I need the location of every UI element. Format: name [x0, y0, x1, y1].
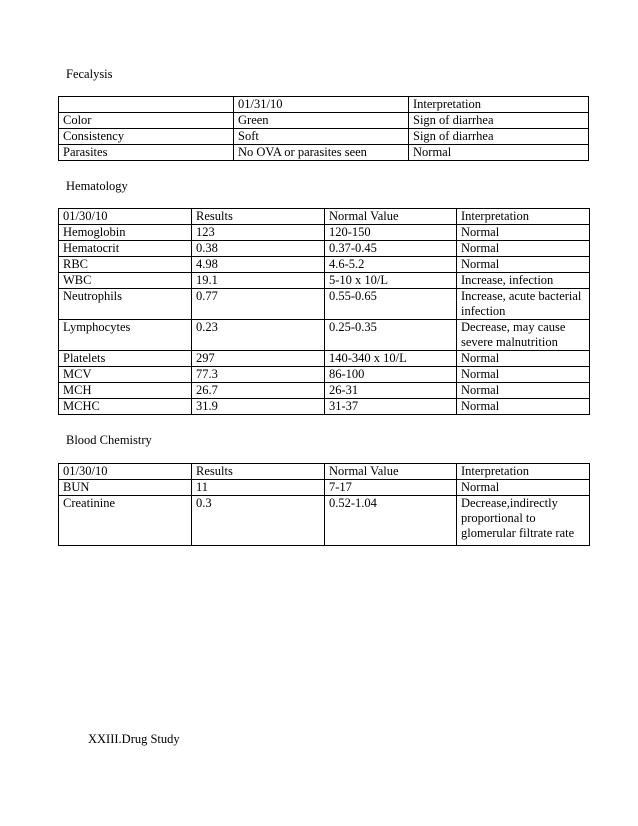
table-cell: Hemoglobin	[59, 225, 192, 241]
table-cell: Normal	[457, 480, 590, 496]
table-row	[59, 129, 589, 145]
table-cell: Color	[59, 113, 234, 129]
table-row	[59, 383, 590, 399]
table-row	[59, 241, 590, 257]
table-cell: RBC	[59, 257, 192, 273]
table-cell: MCV	[59, 367, 192, 383]
table-cell: 7-17	[325, 480, 457, 496]
header-cell: Normal Value	[325, 464, 457, 480]
table-cell: 4.6-5.2	[325, 257, 457, 273]
table-row	[59, 225, 590, 241]
table-header-row	[59, 209, 590, 225]
header-cell: 01/31/10	[234, 97, 409, 113]
table-cell: Normal	[457, 351, 590, 367]
table-cell: 26.7	[192, 383, 325, 399]
table-cell: Green	[234, 113, 409, 129]
blood-chemistry-table	[58, 463, 590, 546]
header-cell	[59, 97, 234, 113]
table-cell: 19.1	[192, 273, 325, 289]
table-cell: BUN	[59, 480, 192, 496]
table-cell: 86-100	[325, 367, 457, 383]
section-heading-drug-study: XXIII.Drug Study	[88, 732, 180, 746]
table-cell: No OVA or parasites seen	[234, 145, 409, 161]
table-header-row	[59, 464, 590, 480]
table-row	[59, 399, 590, 415]
table-cell: Normal	[457, 399, 590, 415]
table-row	[59, 113, 589, 129]
header-cell: Interpretation	[457, 464, 590, 480]
header-cell: Interpretation	[457, 209, 590, 225]
fecalysis-table	[58, 96, 589, 161]
table-cell: 0.25-0.35	[325, 320, 457, 351]
table-cell: Parasites	[59, 145, 234, 161]
table-cell: Normal	[457, 257, 590, 273]
table-cell: 0.52-1.04	[325, 496, 457, 546]
table-cell: 0.55-0.65	[325, 289, 457, 320]
header-cell: 01/30/10	[59, 464, 192, 480]
table-cell: 0.3	[192, 496, 325, 546]
table-cell: MCHC	[59, 399, 192, 415]
table-cell: 120-150	[325, 225, 457, 241]
table-cell: Normal	[409, 145, 589, 161]
table-cell: 0.77	[192, 289, 325, 320]
table-cell: 123	[192, 225, 325, 241]
table-cell: Hematocrit	[59, 241, 192, 257]
table-row	[59, 257, 590, 273]
table-cell: 31-37	[325, 399, 457, 415]
table-cell: Consistency	[59, 129, 234, 145]
table-header-row	[59, 97, 589, 113]
table-cell: Normal	[457, 225, 590, 241]
table-row	[59, 351, 590, 367]
table-cell: Lymphocytes	[59, 320, 192, 351]
table-cell: 31.9	[192, 399, 325, 415]
table-row	[59, 480, 590, 496]
table-cell: Creatinine	[59, 496, 192, 546]
table-row	[59, 367, 590, 383]
table-cell: Normal	[457, 367, 590, 383]
table-cell: Decrease, may cause severe malnutrition	[457, 320, 590, 351]
header-cell: Results	[192, 464, 325, 480]
table-row	[59, 289, 590, 320]
table-cell: 4.98	[192, 257, 325, 273]
table-cell: Platelets	[59, 351, 192, 367]
table-row	[59, 496, 590, 546]
table-row	[59, 273, 590, 289]
table-cell: Neutrophils	[59, 289, 192, 320]
table-cell: MCH	[59, 383, 192, 399]
table-cell: 11	[192, 480, 325, 496]
header-cell: Normal Value	[325, 209, 457, 225]
table-cell: 297	[192, 351, 325, 367]
table-cell: Normal	[457, 383, 590, 399]
hematology-table	[58, 208, 590, 415]
table-cell: Normal	[457, 241, 590, 257]
table-row	[59, 320, 590, 351]
table-cell: 140-340 x 10/L	[325, 351, 457, 367]
table-cell: WBC	[59, 273, 192, 289]
hematology-title: Hematology	[66, 179, 128, 193]
table-cell: 0.38	[192, 241, 325, 257]
table-cell: Increase, infection	[457, 273, 590, 289]
table-cell: 0.23	[192, 320, 325, 351]
header-cell: Results	[192, 209, 325, 225]
header-cell: 01/30/10	[59, 209, 192, 225]
table-cell: 77.3	[192, 367, 325, 383]
table-cell: 5-10 x 10/L	[325, 273, 457, 289]
header-cell: Interpretation	[409, 97, 589, 113]
table-cell: Sign of diarrhea	[409, 129, 589, 145]
table-row	[59, 145, 589, 161]
table-cell: 26-31	[325, 383, 457, 399]
blood-chemistry-title: Blood Chemistry	[66, 433, 152, 447]
fecalysis-title: Fecalysis	[66, 67, 113, 81]
table-cell: 0.37-0.45	[325, 241, 457, 257]
table-cell: Decrease,indirectly proportional to glomerular filtrate rate	[457, 496, 590, 546]
table-cell: Increase, acute bacterial infection	[457, 289, 590, 320]
table-cell: Sign of diarrhea	[409, 113, 589, 129]
table-cell: Soft	[234, 129, 409, 145]
